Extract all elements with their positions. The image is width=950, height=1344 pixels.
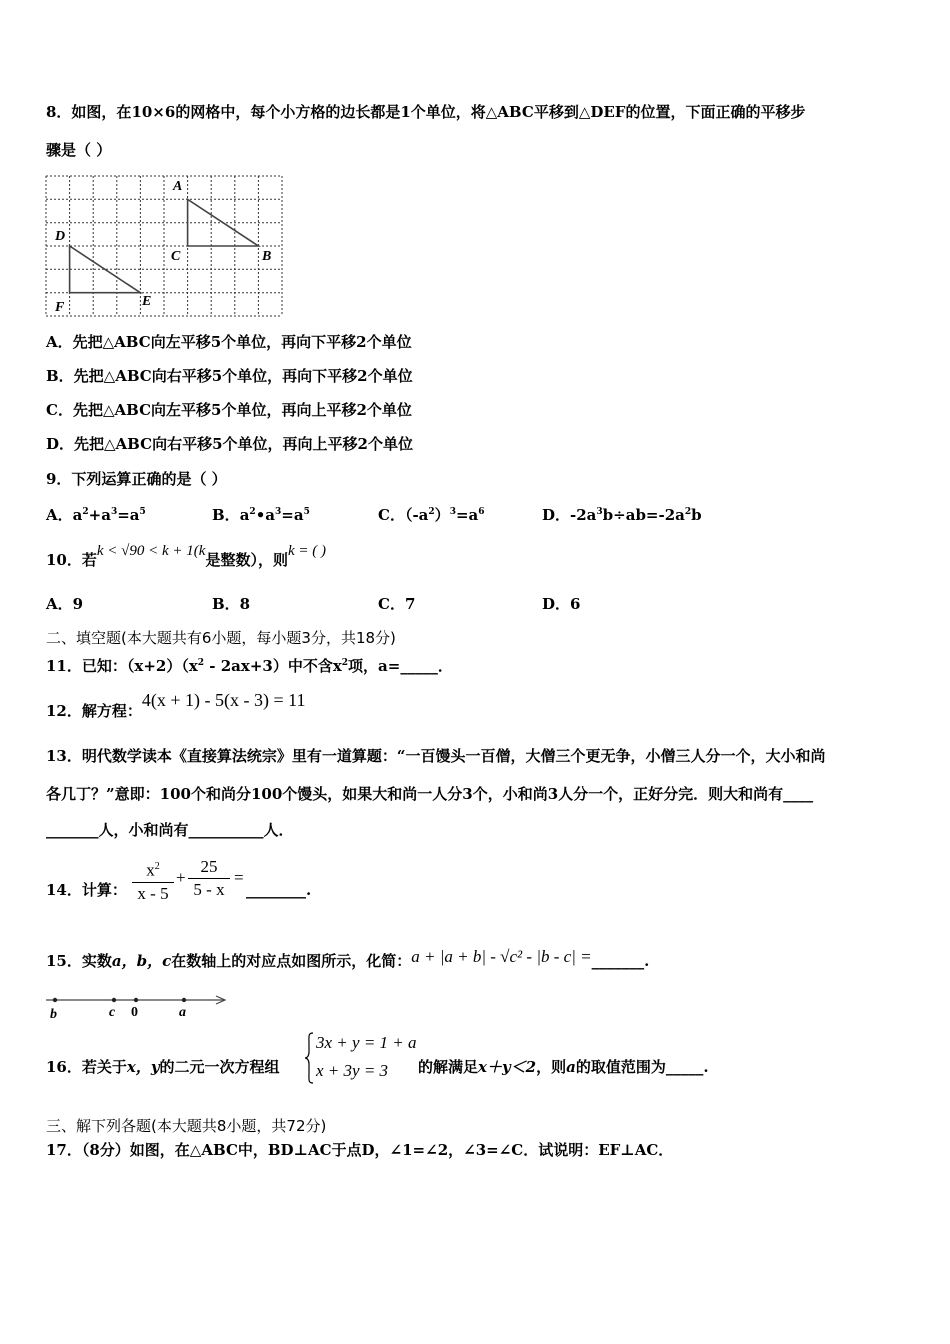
label-zero: 0: [131, 1005, 138, 1020]
q10-option-d: D．6: [542, 595, 581, 613]
q10-answer-formula: k = ( ): [287, 543, 326, 559]
q10-stem: 10．若k < √90 < k + 1(k是整数），则k = ( ): [46, 543, 326, 569]
q16-equation-2: x + 3y = 3: [316, 1061, 389, 1080]
q16-stem-end: 的解满足x＋y＜2，则a的取值范围为_____.: [418, 1058, 709, 1076]
q10-inequality: k < √90 < k + 1(k: [96, 543, 206, 559]
point-a: [182, 998, 186, 1002]
section-2-heading: 二、填空题(本大题共有6小题，每小题3分，共18分): [46, 629, 396, 647]
triangle-def: [70, 246, 141, 293]
q11-stem: 11．已知：$(x+2)(x^2 - 2ax+3)$中不含$x^2$项，a=_____．: [46, 657, 453, 675]
q9-option-c: C．$(-a^2)^3=a^6$: [378, 506, 485, 524]
q14-equals: =: [234, 868, 244, 887]
q14-fraction-1: $x^2$ x - 5: [132, 856, 174, 905]
q8-grid-figure: [44, 174, 288, 320]
q8-option-a: A．先把△ABC向左平移5个单位，再向下平移2个单位: [46, 333, 412, 351]
q9-option-d: D．$-2a^3b\div ab=-2a^2b$: [542, 506, 702, 524]
q8-stem-line1: 8．如图，在10×6的网格中，每个小方格的边长都是1个单位，将△ABC平移到△DEF的位置，下面正确的平移步: [46, 103, 806, 121]
label-f: F: [55, 300, 65, 315]
label-e: E: [142, 294, 152, 309]
label-d: D: [55, 229, 66, 244]
q15-expression: a + |a + b| - √c² - |b - c| =: [411, 947, 592, 966]
q15-number-line: [44, 990, 234, 1020]
label-b: b: [50, 1007, 57, 1020]
q8-option-b: B．先把△ABC向右平移5个单位，再向下平移2个单位: [46, 367, 413, 385]
q10-option-b: B．8: [212, 595, 251, 613]
q8-option-c: C．先把△ABC向左平移5个单位，再向上平移2个单位: [46, 401, 412, 419]
q13-line3: _______人，小和尚有__________人．: [46, 821, 294, 839]
q17-stem: 17．（8分）如图，在△ABC中，BD⊥AC于点D，∠1=∠2，∠3=∠C．试说明：EF⊥AC．: [46, 1141, 674, 1159]
q12-equation: 4(x + 1) - 5(x - 3) = 11: [141, 690, 306, 710]
label-b: B: [262, 249, 272, 264]
section-3-heading: 三、解下列各题(本大题共8小题，共72分): [46, 1117, 327, 1135]
q9-option-a: A．$a^2+a^3=a^5$: [46, 506, 146, 524]
point-b: [53, 998, 57, 1002]
q10-option-a: A．9: [46, 595, 84, 613]
q13-line1: 13．明代数学读本《直接算法统宗》里有一道算题：“一百馒头一百僧，大僧三个更无争，小僧三人分一个，大小和尚: [46, 747, 826, 765]
q15-stem: 15．实数a，b，c在数轴上的对应点如图所示，化简：a + |a + b| - √c² - |b - c| =_______.: [46, 947, 650, 970]
q8-stem-line2: 骤是（ ）: [46, 141, 112, 159]
q14-plus: +: [176, 868, 186, 887]
label-a: A: [173, 179, 183, 194]
label-c: c: [109, 1005, 116, 1020]
q14-answer-blank: ________.: [246, 881, 312, 899]
q16-stem-start: 16．若关于x，y的二元一次方程组: [46, 1058, 280, 1076]
q9-stem: 9．下列运算正确的是（ ）: [46, 470, 227, 488]
q13-line2: 各几丁？”意即：100个和尚分100个馒头，如果大和尚一人分3个，小和尚3人分一个，正好分完．则大和尚有____: [46, 785, 814, 803]
q16-brace: [304, 1032, 314, 1084]
q14-fraction-2: 25 5 - x: [188, 856, 230, 901]
q9-option-b: B．$a^2•a^3=a^5$: [212, 506, 310, 524]
point-c: [112, 998, 116, 1002]
q8-option-d: D．先把△ABC向右平移5个单位，再向上平移2个单位: [46, 435, 413, 453]
label-a: a: [179, 1005, 186, 1020]
q10-option-c: C．7: [378, 595, 416, 613]
q16-equation-1: 3x + y = 1 + a: [316, 1033, 417, 1052]
point-zero: [134, 998, 138, 1002]
q12-stem: 12．解方程：4(x + 1) - 5(x - 3) = 11: [46, 690, 306, 720]
q14-label: 14．计算：: [46, 881, 127, 899]
label-c: C: [171, 249, 181, 264]
